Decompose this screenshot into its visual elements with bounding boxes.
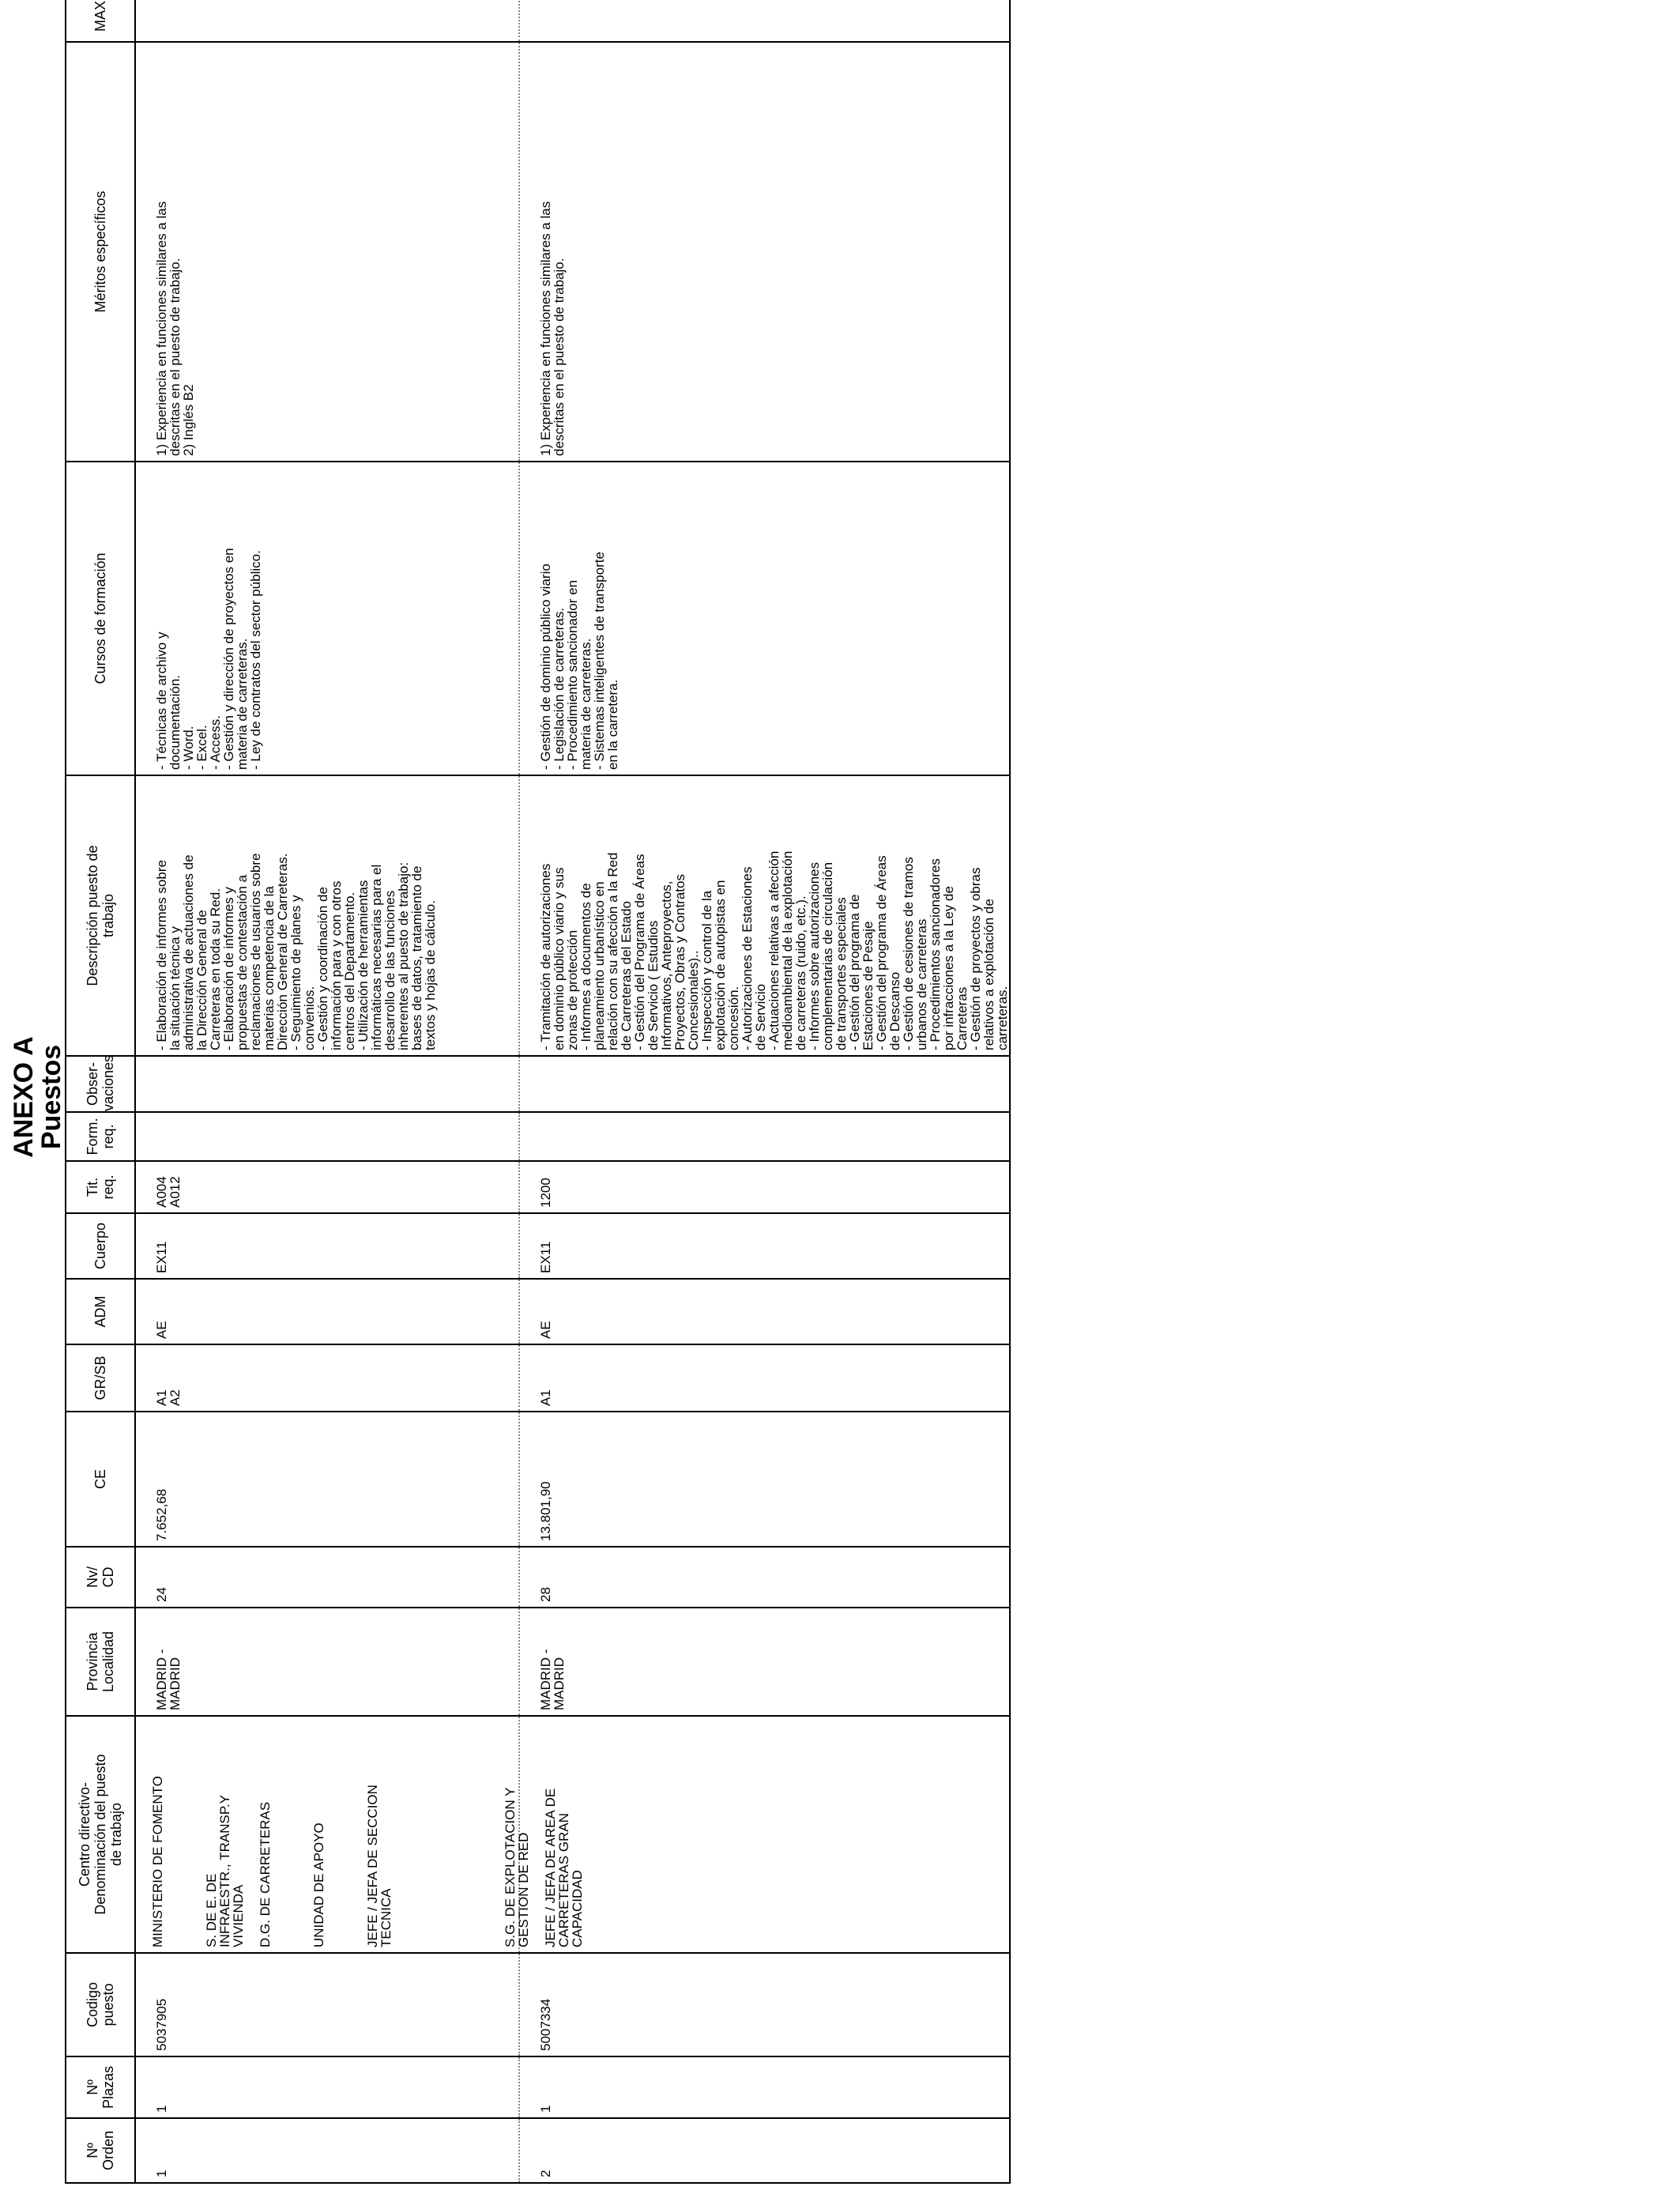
titreq-value: A004 A012 <box>154 1176 183 1208</box>
title-block <box>9 0 65 2194</box>
provincia-value: MADRID - MADRID <box>154 1649 183 1710</box>
descripcion-value: - Elaboración de informes sobre la situación técnica y administrativa de actuaciones de la Dirección General de Carreteras en toda su Red. - Elaboración de informes y propuestas de contestación a reclamaciones de usuarios sobre materias competencia de la Dirección General de Carreteras. - Seguimiento de planes y convenios. - Gestión y coordinación de información para y con otros centros del Departamento. - Utilización de herramientas informáticas necesarias para el desarrollo de las funciones inherentes al puesto de trabajo: bases de datos, tratamiento de textos y hojas de cálculo. <box>154 853 438 1050</box>
header-nivel: Nv/ CD <box>66 1547 135 1608</box>
centro-block <box>136 1717 406 1952</box>
header-cuerpo: Cuerpo <box>66 1213 135 1279</box>
ce-cell <box>135 1412 519 1547</box>
header-max: MAX <box>66 0 135 42</box>
plazas-value: 1 <box>538 2105 553 2113</box>
page-title: ANEXO A <box>9 1036 39 1158</box>
formreq-value <box>520 1113 539 1160</box>
orden-value: 1 <box>154 2169 169 2177</box>
adm-value: AE <box>538 1321 553 1339</box>
observaciones-value <box>520 1057 539 1111</box>
ce-value: 7.652,68 <box>154 1488 169 1541</box>
formreq-cell <box>135 1112 519 1161</box>
codigo-cell <box>519 1953 1010 2056</box>
orden-cell <box>135 2118 519 2183</box>
provincia-cell <box>519 1608 1010 1716</box>
header-cursos: Cursos de formación <box>66 462 135 775</box>
cuerpo-cell <box>519 1213 1010 1279</box>
max-value <box>520 0 539 41</box>
plazas-cell <box>135 2056 519 2118</box>
titreq-cell <box>135 1161 519 1213</box>
header-adm: ADM <box>66 1279 135 1344</box>
header-plazas: Nº Plazas <box>66 2056 135 2118</box>
centro-cell <box>503 1716 1010 1953</box>
descripcion-cell <box>519 775 1010 1056</box>
orden-cell <box>519 2118 1010 2183</box>
grsb-value: A1 A2 <box>154 1389 183 1406</box>
provincia-value: MADRID - MADRID <box>538 1649 567 1710</box>
cursos-cell <box>135 462 519 775</box>
centro-direccion: D.G. DE CARRETERAS <box>258 1801 273 1947</box>
max-value <box>136 0 155 41</box>
header-centro: Centro directivo- Denominación del puesto de trabajo <box>66 1716 135 1953</box>
header-observaciones: Obser- vaciones <box>66 1056 135 1112</box>
cursos-value: - Gestión de dominio público viario - Legislación de carreteras. - Procedimiento sancionador en materia de carreteras. - Sistemas inteligentes de transporte en la carretera. <box>538 552 620 770</box>
max-cell <box>135 0 519 42</box>
cuerpo-cell <box>135 1213 519 1279</box>
header-descripcion: Descripción puesto de trabajo <box>66 775 135 1056</box>
centro-subdireccion: S.G. DE EXPLOTACION Y GESTION DE RED <box>503 1787 531 1947</box>
max-cell <box>519 0 1010 42</box>
page-subtitle: Puestos <box>36 1044 66 1150</box>
grsb-cell <box>519 1344 1010 1412</box>
observaciones-cell <box>135 1056 519 1112</box>
centro-ministerio: MINISTERIO DE FOMENTO <box>150 1776 165 1947</box>
positions-table <box>65 0 1011 2184</box>
nivel-value: 24 <box>154 1587 169 1602</box>
plazas-value: 1 <box>154 2105 169 2113</box>
ce-cell <box>519 1412 1010 1547</box>
meritos-cell <box>519 42 1010 462</box>
nivel-value: 28 <box>538 1587 553 1602</box>
header-formreq: Form. req. <box>66 1112 135 1161</box>
nivel-cell <box>519 1547 1010 1608</box>
grsb-cell <box>135 1344 519 1412</box>
formreq-value <box>136 1113 155 1160</box>
codigo-cell <box>135 1953 519 2056</box>
header-meritos: Méritos específicos <box>66 42 135 462</box>
header-orden: Nº Orden <box>66 2118 135 2183</box>
meritos-value: 1) Experiencia en funciones similares a las descritas en el puesto de trabajo. <box>538 201 567 456</box>
header-provincia: Provincia Localidad <box>66 1608 135 1716</box>
meritos-value: 1) Experiencia en funciones similares a las descritas en el puesto de trabajo. 2) Inglés B2 <box>154 201 196 456</box>
codigo-value: 5037905 <box>154 1998 169 2051</box>
table-row <box>135 0 519 2183</box>
grsb-value: A1 <box>538 1389 553 1406</box>
centro-secretaria: S. DE E. DE INFRAESTR., TRANSP.Y VIVIENDA <box>204 1794 246 1947</box>
codigo-value: 5007334 <box>538 1998 553 2051</box>
provincia-cell <box>135 1608 519 1716</box>
cursos-value: - Técnicas de archivo y documentación. - Word. - Excel. - Access. - Gestión y dirección de proyectos en materia de carreteras. - Ley de contratos del sector público. <box>154 548 263 770</box>
header-codigo: Codigo puesto <box>66 1953 135 2056</box>
centro-puesto: JEFE / JEFA DE SECCION TECNICA <box>365 1785 394 1947</box>
titreq-value: 1200 <box>538 1178 553 1208</box>
cuerpo-value: EX11 <box>538 1241 553 1273</box>
cursos-cell <box>519 462 1010 775</box>
centro-unidad: UNIDAD DE APOYO <box>311 1823 326 1947</box>
header-row <box>66 0 135 2183</box>
cuerpo-value: EX11 <box>154 1241 169 1273</box>
observaciones-value <box>136 1057 155 1111</box>
ce-value: 13.801,90 <box>538 1481 553 1541</box>
header-ce: CE <box>66 1412 135 1547</box>
observaciones-cell <box>519 1056 1010 1112</box>
meritos-cell <box>135 42 519 462</box>
descripcion-cell <box>135 775 519 1056</box>
centro-cell <box>135 1716 519 1953</box>
orden-value: 2 <box>538 2169 553 2177</box>
adm-cell <box>519 1279 1010 1344</box>
descripcion-value: - Tramitación de autorizaciones en dominio público viario y sus zonas de protección - Informes a documentos de planeamiento urbanístico en relación con su afección a la Red de Carreteras del Estado - Gestión del Programa de Áreas de Servicio ( Estudios Informativos, Anteproyectos, Proyectos, Obras y Contratos Concesionales).. - Inspección y control de la explotación de autopistas en concesión. - Autorizaciones de Estaciones de Servicio - Actuaciones relativas a afección medioambiental de la explotación de carreteras (ruido, etc.). - Informes sobre autorizaciones complementarias de circulación de transportes especiales - Gestión del programa de Estaciones de Pesaje - Gestión del programa de Áreas de Descanso - Gestión de cesiones de tramos urbanos de carreteras - Procedimientos sancionadores por infracciones a la Ley de Carreteras - Gestión de proyectos y obras relativos a explotación de carreteras. <box>538 850 1010 1050</box>
plazas-cell <box>519 2056 1010 2118</box>
table-row <box>519 0 1010 2183</box>
centro-block <box>490 1717 597 1952</box>
header-titreq: Tit. req. <box>66 1161 135 1213</box>
adm-value: AE <box>154 1321 169 1339</box>
adm-cell <box>135 1279 519 1344</box>
centro-puesto: JEFE / JEFA DE AREA DE CARRETERAS GRAN CAPACIDAD <box>543 1788 585 1947</box>
titreq-cell <box>519 1161 1010 1213</box>
nivel-cell <box>135 1547 519 1608</box>
formreq-cell <box>519 1112 1010 1161</box>
header-grsb: GR/SB <box>66 1344 135 1412</box>
